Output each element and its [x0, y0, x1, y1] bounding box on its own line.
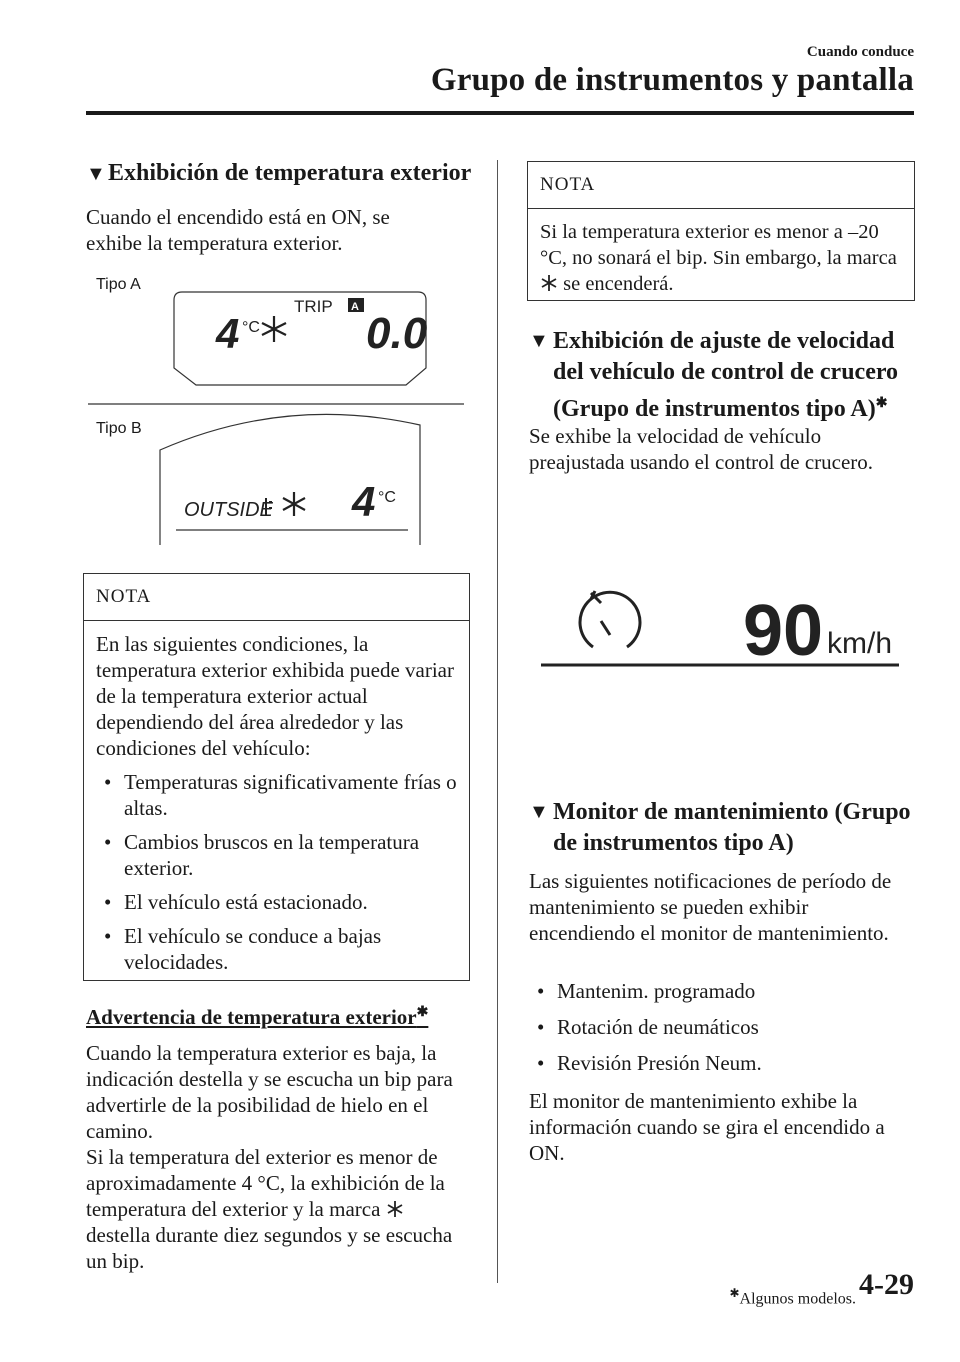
display-a-trip: TRIP [294, 297, 333, 316]
list-item: • El vehículo se conduce a bajas velocidades. [96, 923, 457, 975]
list-item: • Mantenim. programado [529, 978, 909, 1004]
section-heading-outside-temp [86, 158, 486, 190]
warning-paragraph [86, 1040, 471, 1274]
heading-text: Monitor de mantenimiento (Grupo de instrumentos tipo A) [553, 799, 911, 856]
heading-text: Exhibición de temperatura exterior [108, 160, 472, 186]
paragraph-cruise: Se exhibe la velocidad de vehículo preajustada usando el control de crucero. [529, 424, 874, 474]
list-item: • Temperaturas significativamente frías o altas. [96, 769, 457, 821]
footer-note-text: Algunos modelos. [739, 1290, 856, 1308]
note-box-left [83, 573, 470, 981]
cruise-speed-figure [535, 585, 905, 675]
running-section-title: Cuando conduce [806, 44, 914, 60]
display-a-unit: °C [242, 319, 260, 336]
display-a-temp: 4 [216, 310, 240, 357]
list-item: • Cambios bruscos en la temperatura exterior. [96, 829, 457, 881]
star-icon: ✱ [875, 396, 888, 411]
tipo-a-label: Tipo A [96, 276, 141, 293]
display-a-value: 0.0 [366, 309, 428, 358]
speedometer-icon [580, 591, 640, 647]
heading-text: Exhibición de ajuste de velocidad del vehículo de control de crucero (Grupo de instrumentos tipo A) [553, 328, 899, 422]
list-item: • Revisión Presión Neum. [529, 1050, 909, 1076]
snowflake-icon [386, 1200, 404, 1218]
display-b-unit: °C [378, 489, 396, 506]
snowflake-icon [262, 316, 286, 342]
star-icon: ✱ [416, 1005, 429, 1020]
warning-text-2b: destella durante diez segundos y se escucha un bip. [86, 1223, 453, 1273]
snowflake-icon [283, 492, 305, 516]
warning-text-1: Cuando la temperatura exterior es baja, la indicación destella y se escucha un bip para advertirle de la posibilidad de hielo en el camino. [86, 1041, 453, 1143]
outside-temp-figure [86, 280, 476, 550]
page-title: Grupo de instrumentos y pantalla [430, 62, 914, 98]
display-b-outside: OUTSIDE [184, 499, 273, 521]
note-title: NOTA [528, 162, 914, 209]
note-title: NOTA [84, 574, 469, 621]
list-item: • El vehículo está estacionado. [96, 889, 457, 915]
star-icon: ✱ [729, 1286, 740, 1300]
note-box-right [527, 161, 915, 301]
triangle-bullet-icon: ▼ [529, 330, 549, 352]
triangle-bullet-icon: ▼ [529, 801, 549, 823]
note-intro: En las siguientes condiciones, la temperatura exterior exhibida puede variar de la temperatura exterior actual dependiendo del área alrededor y las condiciones del vehículo: [96, 632, 454, 760]
paragraph-maintenance: Las siguientes notificaciones de período de mantenimiento se pueden exhibir encendiendo el monitor de mantenimiento. [529, 869, 892, 945]
cruise-speed-unit: km/h [827, 627, 893, 660]
paragraph-intro: Cuando el encendido está en ON, se exhibe la temperatura exterior. [86, 205, 390, 255]
note-text-a: Si la temperatura exterior es menor a –20 °C, no sonará el bip. Sin embargo, la marca [540, 221, 897, 269]
maintenance-list [529, 972, 909, 1076]
display-b-temp: 4 [352, 478, 376, 525]
cruise-speed-value: 90 [743, 591, 824, 671]
section-heading-cruise [529, 326, 924, 425]
display-b-outline [160, 414, 420, 545]
paragraph-monitor: El monitor de mantenimiento exhibe la información cuando se gira el encendido a ON. [529, 1089, 885, 1165]
tipo-b-label: Tipo B [96, 420, 142, 437]
triangle-bullet-icon: ▼ [86, 163, 106, 185]
list-item: • Rotación de neumáticos [529, 1014, 909, 1040]
page-number: 4-29 [859, 1268, 914, 1301]
header-rule [86, 111, 914, 115]
column-divider [497, 160, 498, 1283]
footer-note [729, 1286, 856, 1308]
warning-heading [86, 1004, 428, 1030]
snowflake-icon [540, 274, 558, 292]
section-heading-maintenance [529, 797, 924, 859]
warning-heading-text: Advertencia de temperatura exterior [86, 1005, 417, 1029]
warning-text-2a: Si la temperatura del exterior es menor de aproximadamente 4 °C, la exhibición de la temperatura del exterior y la marca [86, 1145, 445, 1221]
trip-badge-letter: A [351, 301, 359, 313]
note-text-b: se encenderá. [563, 273, 674, 295]
